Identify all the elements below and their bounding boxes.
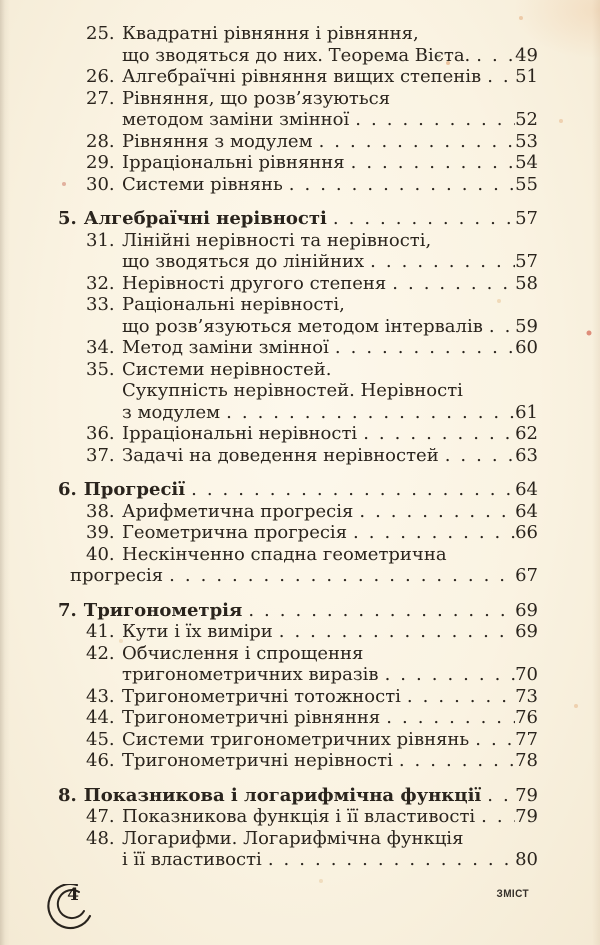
toc-entry <box>0 230 538 252</box>
toc-entry-number: 33. <box>86 294 115 315</box>
toc-entry-page: 64 <box>515 479 538 500</box>
toc-entry <box>0 522 538 544</box>
toc-entry-page: 77 <box>515 728 538 750</box>
toc-entry-number: 43. <box>86 685 115 707</box>
toc-entry-title: Ірраціональні рівняння <box>122 152 345 173</box>
dot-leader <box>445 445 515 467</box>
toc-entry-title: прогресія <box>70 565 164 586</box>
toc-entry <box>0 23 538 45</box>
dot-leader <box>226 402 515 424</box>
toc-entry <box>0 337 538 359</box>
toc-entry-title: і її властивості <box>122 849 262 870</box>
toc-entry-number: 6. <box>58 479 77 500</box>
toc-entry <box>0 152 538 174</box>
running-title: ЗМІСТ <box>496 888 529 901</box>
toc-entry <box>0 729 538 751</box>
toc-list <box>0 23 538 871</box>
toc-entry <box>0 501 538 523</box>
toc-entry-title: Геометрична прогресія <box>122 522 348 543</box>
toc-entry-number: 37. <box>86 444 115 466</box>
toc-entry <box>0 600 538 622</box>
dot-leader <box>359 501 515 523</box>
dot-leader <box>355 109 515 131</box>
toc-entry-number: 41. <box>86 621 115 642</box>
toc-entry-page: 64 <box>515 500 538 522</box>
toc-entry <box>0 785 538 807</box>
toc-entry-title: Квадратні рівняння і рівняння, <box>122 23 419 44</box>
dot-leader <box>333 208 515 230</box>
toc-entry <box>0 66 538 88</box>
dot-leader <box>370 251 515 273</box>
toc-entry-number: 40. <box>86 543 115 565</box>
toc-entry-page: 70 <box>515 664 538 685</box>
dot-leader <box>386 707 515 729</box>
toc-entry-title: Обчислення і спрощення <box>122 642 364 664</box>
toc-entry <box>0 131 538 153</box>
toc-entry-title: Кути і їх виміри <box>122 621 273 642</box>
dot-leader <box>385 664 515 686</box>
toc-entry-page: 73 <box>515 685 538 707</box>
toc-entry <box>0 750 538 772</box>
toc-entry <box>0 402 538 424</box>
dot-leader <box>487 785 515 807</box>
toc-entry <box>0 806 538 828</box>
toc-entry-title: тригонометричних виразів <box>122 664 379 685</box>
toc-entry <box>0 621 538 643</box>
toc-entry-page: 59 <box>515 315 538 337</box>
toc-entry-page: 79 <box>515 806 538 827</box>
toc-entry-title: що зводяться до лінійних <box>122 251 365 272</box>
toc-entry <box>0 445 538 467</box>
toc-entry <box>0 174 538 196</box>
dot-leader <box>289 174 515 196</box>
toc-entry-number: 35. <box>86 358 115 380</box>
dot-leader <box>319 131 515 153</box>
toc-entry <box>0 565 538 587</box>
toc-entry <box>0 664 538 686</box>
toc-entry <box>0 208 538 230</box>
toc-entry-title: що зводяться до них. Теорема Вієта. <box>122 44 471 66</box>
dot-leader <box>335 337 515 359</box>
toc-entry <box>0 294 538 316</box>
toc-entry <box>0 544 538 566</box>
dot-leader <box>248 600 515 622</box>
toc-entry-number: 27. <box>86 87 115 109</box>
toc-entry-page: 54 <box>515 152 538 173</box>
dot-leader <box>476 45 515 67</box>
toc-entry <box>0 828 538 850</box>
toc-entry-title: Показникова функція і її властивості <box>122 806 476 827</box>
toc-entry <box>0 45 538 67</box>
toc-entry <box>0 380 538 402</box>
toc-entry-number: 48. <box>86 827 115 849</box>
toc-entry-page: 69 <box>515 621 538 642</box>
toc-entry-page: 61 <box>515 401 538 423</box>
dot-leader <box>407 686 515 708</box>
toc-entry <box>0 849 538 871</box>
toc-entry <box>0 359 538 381</box>
toc-entry-title: з модулем <box>122 401 221 423</box>
toc-entry-number: 28. <box>86 130 115 152</box>
toc-entry <box>0 273 538 295</box>
dot-leader <box>169 565 515 587</box>
toc-entry-page: 63 <box>515 444 538 466</box>
toc-entry-number: 47. <box>86 806 115 827</box>
toc-entry <box>0 423 538 445</box>
toc-entry-title: Алгебраїчні рівняння вищих степенів <box>122 66 482 87</box>
toc-entry-page: 76 <box>515 707 538 728</box>
toc-entry-page: 52 <box>515 109 538 130</box>
dot-leader <box>353 522 515 544</box>
toc-entry-number: 7. <box>58 599 77 621</box>
toc-entry <box>0 643 538 665</box>
toc-entry-number: 30. <box>86 173 115 195</box>
toc-entry-number: 26. <box>86 66 115 87</box>
toc-entry-number: 32. <box>86 272 115 294</box>
toc-entry-title: Арифметична прогресія <box>122 500 354 522</box>
dot-leader <box>399 750 515 772</box>
toc-entry-page: 51 <box>515 66 538 87</box>
toc-entry-title: Тригонометрія <box>83 599 243 621</box>
toc-entry-page: 57 <box>515 208 538 229</box>
toc-entry-title: Сукупність нерівностей. Нерівності <box>122 380 463 401</box>
toc-entry <box>0 88 538 110</box>
toc-entry-title: Тригонометричні рівняння <box>122 707 381 728</box>
toc-entry-number: 42. <box>86 642 115 664</box>
toc-entry-title: Рівняння, що розв’язуються <box>122 87 391 109</box>
toc-entry-title: Лінійні нерівності та нерівності, <box>122 229 432 251</box>
dot-leader <box>279 621 515 643</box>
dot-leader <box>475 729 515 751</box>
toc-entry-title: Задачі на доведення нерівностей <box>122 444 439 466</box>
toc-entry-number: 44. <box>86 707 115 728</box>
dot-leader <box>487 66 515 88</box>
dot-leader <box>489 316 515 338</box>
toc-entry-page: 55 <box>515 173 538 195</box>
toc-entry-page: 79 <box>515 784 538 806</box>
toc-entry <box>0 316 538 338</box>
toc-entry-number: 5. <box>58 208 77 229</box>
toc-entry-title: Тригонометричні тотожності <box>122 685 401 707</box>
page-number: 4 <box>67 885 79 905</box>
paper-speckles <box>0 0 2 2</box>
toc-entry <box>0 251 538 273</box>
toc-entry-page: 58 <box>515 272 538 294</box>
toc-entry-number: 31. <box>86 229 115 251</box>
toc-entry-title: Показникова і логарифмічна функції <box>83 784 482 806</box>
toc-entry <box>0 686 538 708</box>
toc-entry-number: 29. <box>86 152 115 173</box>
dot-leader <box>191 479 515 501</box>
toc-entry-number: 39. <box>86 522 115 543</box>
toc-entry-page: 67 <box>515 565 538 586</box>
toc-entry-number: 45. <box>86 728 115 750</box>
toc-entry-title: Системи тригонометричних рівнянь <box>122 728 470 750</box>
dot-leader <box>481 806 515 828</box>
toc-entry <box>0 109 538 131</box>
toc-entry-title: Рівняння з модулем <box>122 130 313 152</box>
dot-leader <box>363 423 515 445</box>
toc-entry-title: Логарифми. Логарифмічна функція <box>122 827 464 849</box>
toc-entry-title: що розв’язуються методом інтервалів <box>122 315 483 337</box>
toc-entry-title: Тригонометричні нерівності <box>122 750 393 771</box>
toc-entry-title: Системи нерівностей. <box>122 358 332 380</box>
toc-entry-number: 25. <box>86 23 115 44</box>
toc-entry-title: Нескінченно спадна геометрична <box>122 543 447 565</box>
toc-entry-title: Метод заміни змінної <box>122 337 329 358</box>
toc-entry-title: Алгебраїчні нерівності <box>83 208 327 229</box>
toc-entry <box>0 707 538 729</box>
toc-entry-number: 46. <box>86 750 115 771</box>
toc-entry-number: 36. <box>86 423 115 444</box>
toc-entry-page: 69 <box>515 599 538 621</box>
toc-entry-page: 49 <box>515 44 538 66</box>
toc-entry-title: Нерівності другого степеня <box>122 272 387 294</box>
dot-leader <box>392 273 515 295</box>
toc-entry-page: 62 <box>515 423 538 444</box>
toc-entry-title: Ірраціональні нерівності <box>122 423 358 444</box>
toc-entry-number: 8. <box>58 784 77 806</box>
toc-entry-title: Раціональні нерівності, <box>122 294 345 315</box>
toc-entry-title: Системи рівнянь <box>122 173 283 195</box>
dot-leader <box>268 849 515 871</box>
toc-entry-page: 57 <box>515 251 538 272</box>
toc-entry-page: 80 <box>515 849 538 870</box>
toc-entry-title: методом заміни змінної <box>122 109 350 130</box>
toc-entry-number: 38. <box>86 500 115 522</box>
toc-entry <box>0 479 538 501</box>
toc-entry-page: 66 <box>515 522 538 543</box>
toc-entry-page: 78 <box>515 750 538 771</box>
toc-entry-page: 53 <box>515 130 538 152</box>
toc-entry-title: Прогресії <box>83 479 186 500</box>
footer-page-mark <box>44 884 100 930</box>
toc-entry-number: 34. <box>86 337 115 358</box>
toc-entry-page: 60 <box>515 337 538 358</box>
dot-leader <box>351 152 515 174</box>
